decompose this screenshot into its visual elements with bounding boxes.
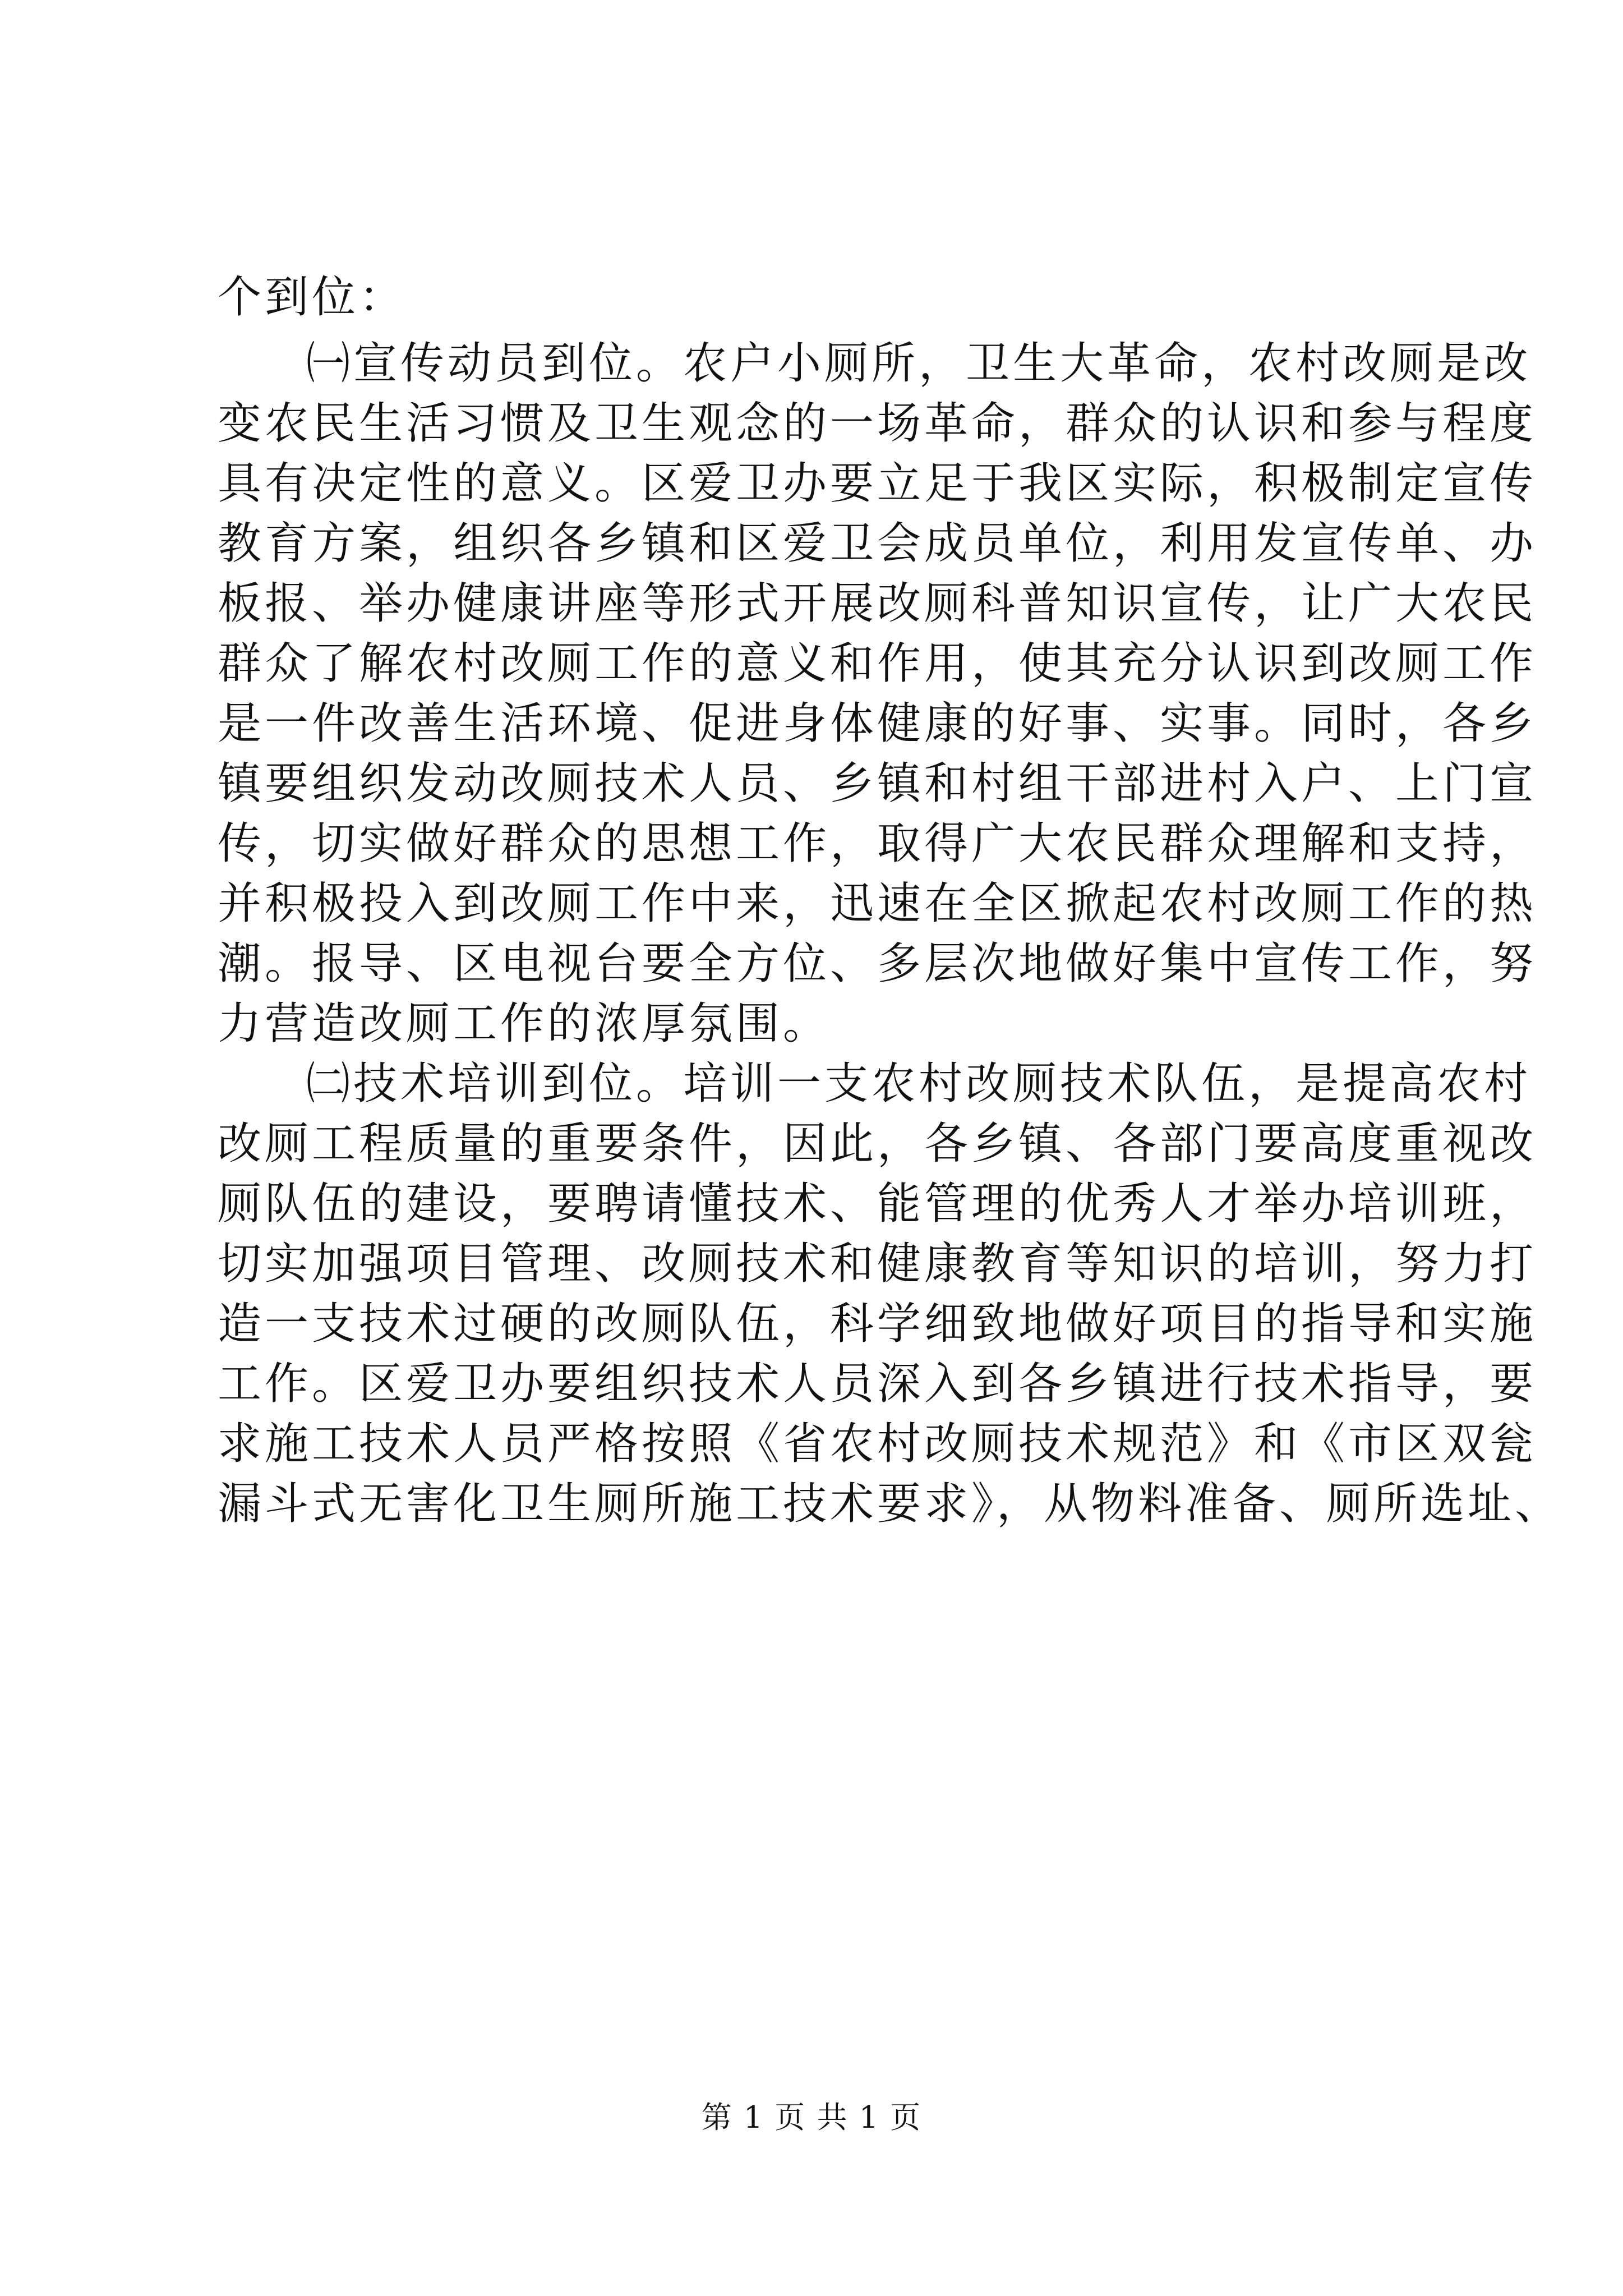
text-line: 镇要组织发动改厕技术人员、乡镇和村组干部进村入户、上门宣: [218, 758, 1537, 809]
text-line: 板报、举办健康讲座等形式开展改厕科普知识宣传，让广大农民: [218, 578, 1537, 629]
text-line: 漏斗式无害化卫生厕所施工技术要求》，从物料准备、厕所选址、: [218, 1479, 1562, 1529]
page-number-label: 第 1 页 共 1 页: [701, 2100, 922, 2135]
document-body: [218, 261, 1562, 1534]
paragraph-2-line-1: ㈡技术培训到位。培训一支农村改厕技术队伍，是提高农村: [306, 1059, 1532, 1109]
text-line: 厕队伍的建设，要聘请懂技术、能管理的优秀人才举办培训班，: [218, 1179, 1537, 1229]
text-line: 工作。区爱卫办要组织技术人员深入到各乡镇进行技术指导，要: [218, 1359, 1537, 1409]
page-footer: [0, 2098, 1623, 2137]
text-line: 个到位：: [218, 272, 407, 323]
text-line: 变农民生活习惯及卫生观念的一场革命，群众的认识和参与程度: [218, 398, 1537, 449]
text-line: 是一件改善生活环境、促进身体健康的好事、实事。同时，各乡: [218, 698, 1537, 749]
text-line: 并积极投入到改厕工作中来，迅速在全区掀起农村改厕工作的热: [218, 878, 1537, 929]
text-line: 改厕工程质量的重要条件，因此，各乡镇、各部门要高度重视改: [218, 1119, 1537, 1169]
text-line: 潮。报导、区电视台要全方位、多层次地做好集中宣传工作，努: [218, 938, 1537, 989]
text-line: 具有决定性的意义。区爱卫办要立足于我区实际，积极制定宣传: [218, 458, 1537, 509]
text-line: 群众了解农村改厕工作的意义和作用，使其充分认识到改厕工作: [218, 638, 1537, 689]
text-line: 教育方案，组织各乡镇和区爱卫会成员单位，利用发宣传单、办: [218, 518, 1537, 569]
text-line: 造一支技术过硬的改厕队伍，科学细致地做好项目的指导和实施: [218, 1299, 1537, 1349]
text-line: 求施工技术人员严格按照《省农村改厕技术规范》和《市区双瓮: [218, 1419, 1537, 1469]
text-line: 切实加强项目管理、改厕技术和健康教育等知识的培训，努力打: [218, 1239, 1537, 1289]
paragraph-1-line-1: ㈠宣传动员到位。农户小厕所，卫生大革命，农村改厕是改: [306, 338, 1532, 389]
text-line: 传，切实做好群众的思想工作，取得广大农民群众理解和支持，: [218, 818, 1537, 869]
text-line: 力营造改厕工作的浓厚氛围。: [218, 999, 831, 1049]
